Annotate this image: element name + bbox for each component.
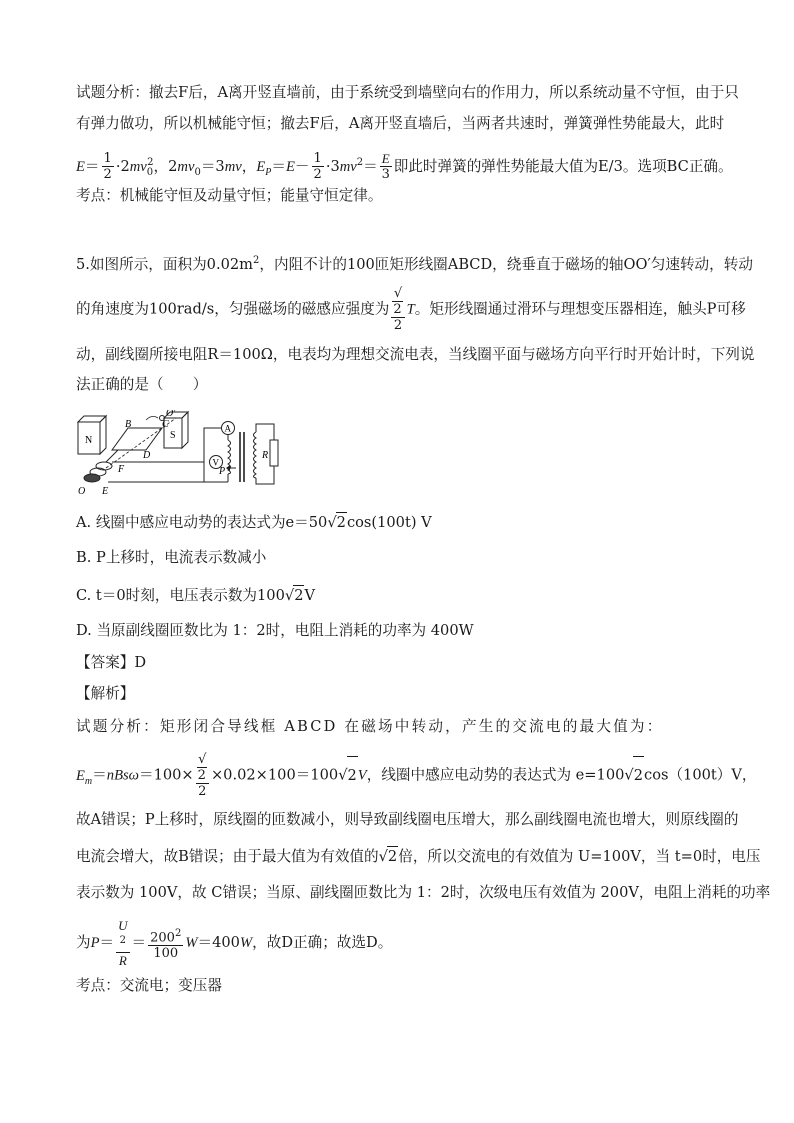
label-d: D [143, 450, 151, 461]
slip-rings [78, 450, 125, 496]
circuit-diagram [76, 410, 286, 496]
label-a: A [224, 423, 231, 434]
analysis-line-3-tail: 即此时弹簧的弹性势能最大值为E/3。选项BC正确。 [393, 157, 733, 175]
label-f: F [118, 464, 125, 475]
solution-line-5: 表示数为 100V，故 C错误；当原、副线圈匝数比为 1：2时，次级电压有效值为 200V，电阻上消耗的功率 [76, 884, 771, 901]
label-o-prime: O′ [166, 410, 176, 419]
solution-line-4: 电流会增大，故B错误；由于最大值为有效值的√2倍，所以交流电的有效值为 U=100V，当 t=0时，电压 [76, 848, 761, 865]
solution-line-1: 试题分析：矩形闭合导线框 ABCD 在磁场中转动，产生的交流电的最大值为： [76, 718, 664, 735]
label-b: B [125, 419, 132, 430]
q5-stem-line-4: 法正确的是（ ） [76, 376, 208, 393]
label-o: O [78, 486, 86, 496]
analysis-line-2: 有弹力做功，所以机械能守恒；撤去F后，A离开竖直墙后，当两者共速时，弹簧弹性势能最大，此时 [76, 115, 725, 132]
q5-stem-line-3: 动，副线圈所接电阻R＝100Ω，电表均为理想交流电表，当线圈平面与磁场方向平行时开始计时，下列说 [76, 346, 755, 363]
ammeter [222, 422, 235, 435]
q5-stem-line-2: 的角速度为100rad/s，匀强磁场的磁感应强度为 √ 2 2 T。矩形线圈通过滑环与理想变压器相连，触头P可移 [76, 286, 746, 333]
magnet-n [78, 416, 106, 454]
label-e: E [102, 486, 109, 496]
option-d: D. 当原副线圈匝数比为 1：2时，电阻上消耗的功率为 400W [76, 622, 474, 639]
label-s: S [170, 430, 176, 441]
solution-line-6: 为P＝ U $^2$ R ＝ $\frac{200^2}{100}$ W＝400W，故D正确；故选D。 [76, 918, 393, 969]
transformer-core [240, 432, 244, 482]
option-a: A. 线圈中感应电动势的表达式为e＝50√2cos(100t) V [76, 514, 432, 531]
option-c: C. t＝0时刻，电压表示数为100√2V [76, 587, 316, 604]
analysis-line-3: E＝ $\frac{1}{2}$ $\cdot 2mv_0^2$，$2mv_0=3mv$，$E_P=E-$ $\frac{1}{2}$ $\cdot 3mv^2=$ $\frac{E}{3}$ 即此时弹簧的弹性势能最大值为E/3。选项BC正确。 [76, 151, 733, 183]
label-v: V [212, 457, 219, 468]
q5-kaodian: 考点：交流电；变压器 [76, 977, 222, 994]
solution-line-2: $E_m=nBs\omega=100\times$ √ 2 2 ×0.02×100＝100√2V，线圈中感应电动势的表达式为 e=100√2cos（100t）V， [76, 752, 757, 799]
solution-line-3: 故A错误；P上移时，原线圈的匝数减小，则导致副线圈电压增大，那么副线圈电流也增大，则原线圈的 [76, 811, 739, 828]
part4-kaodian: 考点：机械能守恒及动量守恒；能量守恒定律。 [76, 187, 383, 204]
analysis-line-1: 试题分析：撤去F后，A离开竖直墙前，由于系统受到墙壁向右的作用力，所以系统动量不守恒，由于只 [76, 84, 739, 101]
label-n: N [85, 435, 93, 446]
option-b: B. P上移时，电流表示数减小 [76, 549, 267, 566]
q5-stem-line-1: 5.如图所示，面积为$0.02m^2$，内阻不计的100匝矩形线圈ABCD，绕垂直于磁场的轴OO′匀速转动，转动 [76, 255, 753, 273]
jiexi-heading: 【解析】 [76, 685, 135, 702]
label-r: R [262, 450, 269, 461]
slider-p [218, 465, 236, 477]
answer: 【答案】D [76, 654, 147, 671]
label-c: C [162, 419, 169, 430]
label-p: P [219, 466, 226, 477]
coil-abcd [106, 410, 176, 468]
